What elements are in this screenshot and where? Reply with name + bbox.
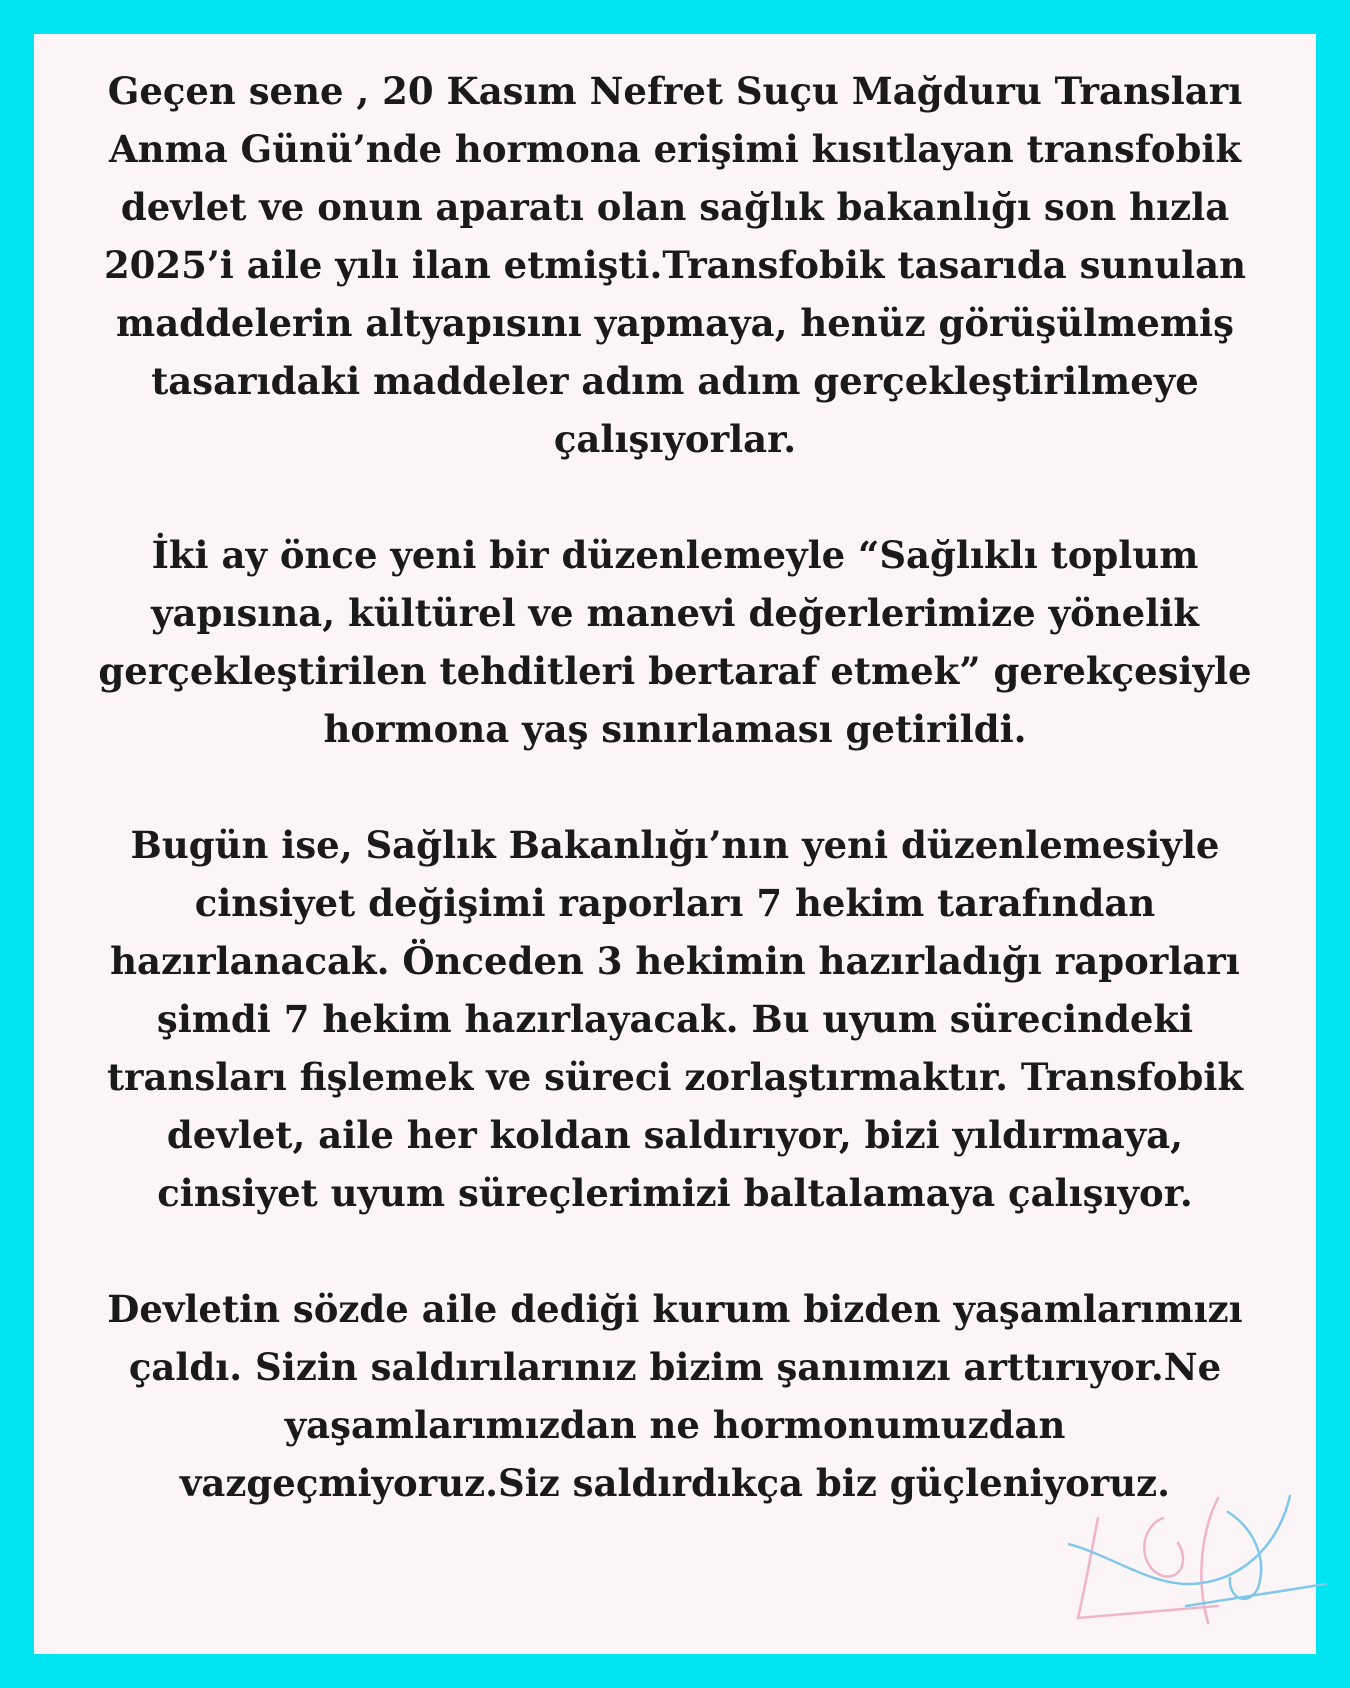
signature-logo-icon	[1068, 1488, 1328, 1628]
content-card	[34, 34, 1316, 1654]
paragraph-3: Bugün ise, Sağlık Bakanlığı’nın yeni düzenlemesiyle cinsiyet değişimi raporları 7 hekim tarafından hazırlanacak. Önceden 3 hekimin hazırladığı raporları şimdi 7 hekim hazırlayacak. Bu uyum sürecindeki transları fişlemek ve süreci zorlaştırmaktır. Transfobik devlet, aile her koldan saldırıyor, bizi yıldırmaya, cinsiyet uyum süreçlerimizi baltalamaya çalışıyor.	[106, 823, 1244, 1215]
paragraph-4: Devletin sözde aile dediği kurum bizden yaşamlarımızı çaldı. Sizin saldırılarınız bizim şanımızı arttırıyor.Ne yaşamlarımızdan ne hormonumuzdan vazgeçmiyoruz.Siz saldırdıkça biz güçleniyoruz.	[107, 1287, 1243, 1505]
paragraph-1: Geçen sene , 20 Kasım Nefret Suçu Mağduru Transları Anma Günü’nde hormona erişimi kısıtlayan transfobik devlet ve onun aparatı olan sağlık bakanlığı son hızla 2025’i aile yılı ilan etmişti.Transfobik tasarıda sunulan maddelerin altyapısını yapmaya, henüz görüşülmemiş tasarıdaki maddeler adım adım gerçekleştirilmeye çalışıyorlar.	[103, 69, 1247, 461]
statement-text	[94, 62, 1256, 1512]
paragraph-2: İki ay önce yeni bir düzenlemeyle “Sağlıklı toplum yapısına, kültürel ve manevi değerlerimize yönelik gerçekleştirilen tehditleri bertaraf etmek” gerekçesiyle hormona yaş sınırlaması getirildi.	[98, 533, 1252, 751]
